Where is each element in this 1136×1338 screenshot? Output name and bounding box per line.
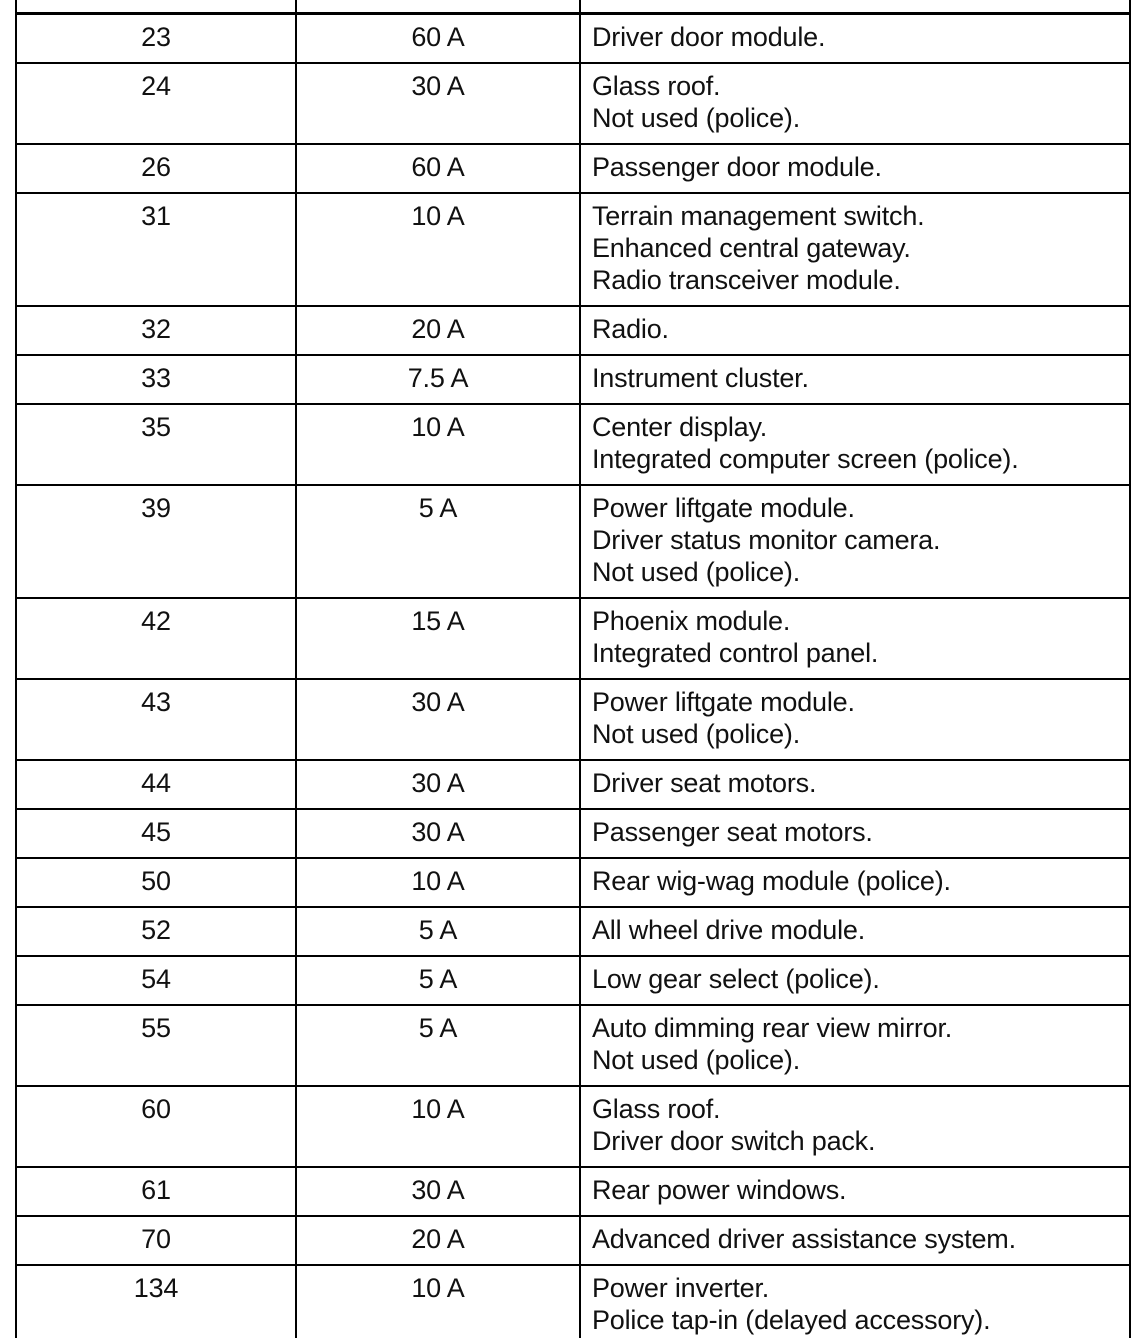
description-line: Not used (police).: [592, 719, 800, 749]
description-line: Glass roof.: [592, 71, 721, 101]
description-cell: [580, 355, 1130, 404]
description-line: Instrument cluster.: [592, 363, 809, 393]
amp-rating-cell: 5 A: [296, 1005, 580, 1086]
description-line: Radio.: [592, 314, 669, 344]
fuse-number-cell: 26: [16, 144, 296, 193]
description-line: Enhanced central gateway.: [592, 233, 911, 263]
partial-top-row: [16, 0, 1130, 14]
fuse-number-cell: 31: [16, 193, 296, 306]
fuse-table: [15, 0, 1131, 1338]
amp-rating-cell: 20 A: [296, 1216, 580, 1265]
description-cell: [580, 809, 1130, 858]
amp-rating-cell: [296, 0, 580, 14]
description-line: Rear wig-wag module (police).: [592, 866, 951, 896]
table-row: [16, 858, 1130, 907]
fuse-number-cell: 52: [16, 907, 296, 956]
description-line: Low gear select (police).: [592, 964, 880, 994]
description-cell: [580, 907, 1130, 956]
fuse-number-cell: 35: [16, 404, 296, 485]
description-cell: [580, 14, 1130, 64]
fuse-number-cell: 45: [16, 809, 296, 858]
fuse-number-cell: 43: [16, 679, 296, 760]
fuse-number-cell: 24: [16, 63, 296, 144]
fuse-number-cell: [16, 0, 296, 14]
description-cell: [580, 1086, 1130, 1167]
description-line: Integrated computer screen (police).: [592, 444, 1019, 474]
table-row: [16, 1086, 1130, 1167]
fuse-number-cell: 42: [16, 598, 296, 679]
amp-rating-cell: 5 A: [296, 485, 580, 598]
amp-rating-cell: 30 A: [296, 809, 580, 858]
description-line: Power inverter.: [592, 1273, 770, 1303]
description-line: Advanced driver assistance system.: [592, 1224, 1016, 1254]
description-line: Not used (police).: [592, 557, 800, 587]
description-line: Center display.: [592, 412, 768, 442]
description-cell: [580, 760, 1130, 809]
description-line: Phoenix module.: [592, 606, 791, 636]
table-row: [16, 679, 1130, 760]
amp-rating-cell: 5 A: [296, 907, 580, 956]
table-row: [16, 907, 1130, 956]
description-cell: [580, 63, 1130, 144]
table-row: [16, 598, 1130, 679]
table-row: [16, 1005, 1130, 1086]
description-line: Driver status monitor camera.: [592, 525, 941, 555]
table-row: [16, 144, 1130, 193]
description-cell: [580, 858, 1130, 907]
amp-rating-cell: 10 A: [296, 404, 580, 485]
table-row: [16, 355, 1130, 404]
table-row: [16, 63, 1130, 144]
table-row: [16, 1265, 1130, 1338]
description-line: Driver door module.: [592, 22, 826, 52]
amp-rating-cell: 10 A: [296, 1265, 580, 1338]
description-cell: [580, 404, 1130, 485]
description-line: Driver door switch pack.: [592, 1126, 876, 1156]
description-cell: [580, 679, 1130, 760]
table-row: [16, 306, 1130, 355]
amp-rating-cell: 7.5 A: [296, 355, 580, 404]
fuse-number-cell: 61: [16, 1167, 296, 1216]
fuse-number-cell: 33: [16, 355, 296, 404]
fuse-number-cell: 134: [16, 1265, 296, 1338]
amp-rating-cell: 10 A: [296, 1086, 580, 1167]
amp-rating-cell: 5 A: [296, 956, 580, 1005]
description-line: All wheel drive module.: [592, 915, 866, 945]
description-cell: [580, 1167, 1130, 1216]
amp-rating-cell: 30 A: [296, 760, 580, 809]
description-cell: [580, 956, 1130, 1005]
description-cell: [580, 0, 1130, 14]
table-row: [16, 193, 1130, 306]
description-cell: [580, 1005, 1130, 1086]
description-line: Driver seat motors.: [592, 768, 817, 798]
fuse-number-cell: 60: [16, 1086, 296, 1167]
amp-rating-cell: 60 A: [296, 14, 580, 64]
description-line: Passenger door module.: [592, 152, 882, 182]
description-line: Terrain management switch.: [592, 201, 925, 231]
table-row: [16, 809, 1130, 858]
table-row: [16, 1167, 1130, 1216]
description-line: Auto dimming rear view mirror.: [592, 1013, 953, 1043]
fuse-number-cell: 32: [16, 306, 296, 355]
table-row: [16, 485, 1130, 598]
description-line: Passenger seat motors.: [592, 817, 873, 847]
description-cell: [580, 485, 1130, 598]
description-cell: [580, 144, 1130, 193]
table-row: [16, 404, 1130, 485]
description-line: Police tap-in (delayed accessory).: [592, 1305, 991, 1335]
fuse-number-cell: 55: [16, 1005, 296, 1086]
description-line: Integrated control panel.: [592, 638, 879, 668]
fuse-number-cell: 70: [16, 1216, 296, 1265]
fuse-number-cell: 23: [16, 14, 296, 64]
amp-rating-cell: 10 A: [296, 858, 580, 907]
description-cell: [580, 598, 1130, 679]
amp-rating-cell: 15 A: [296, 598, 580, 679]
amp-rating-cell: 30 A: [296, 63, 580, 144]
fuse-number-cell: 54: [16, 956, 296, 1005]
fuse-number-cell: 50: [16, 858, 296, 907]
description-cell: [580, 1216, 1130, 1265]
description-cell: [580, 1265, 1130, 1338]
description-line: Not used (police).: [592, 103, 800, 133]
amp-rating-cell: 60 A: [296, 144, 580, 193]
amp-rating-cell: 20 A: [296, 306, 580, 355]
fuse-table-body: [16, 0, 1130, 1338]
fuse-number-cell: 44: [16, 760, 296, 809]
table-row: [16, 956, 1130, 1005]
description-cell: [580, 306, 1130, 355]
amp-rating-cell: 10 A: [296, 193, 580, 306]
fuse-number-cell: 39: [16, 485, 296, 598]
description-cell: [580, 193, 1130, 306]
table-row: [16, 760, 1130, 809]
description-line: Power liftgate module.: [592, 687, 855, 717]
table-row: [16, 14, 1130, 64]
description-line: Rear power windows.: [592, 1175, 847, 1205]
amp-rating-cell: 30 A: [296, 679, 580, 760]
table-row: [16, 1216, 1130, 1265]
description-line: Glass roof.: [592, 1094, 721, 1124]
amp-rating-cell: 30 A: [296, 1167, 580, 1216]
description-line: Radio transceiver module.: [592, 265, 901, 295]
description-line: Power liftgate module.: [592, 493, 855, 523]
description-line: Not used (police).: [592, 1045, 800, 1075]
